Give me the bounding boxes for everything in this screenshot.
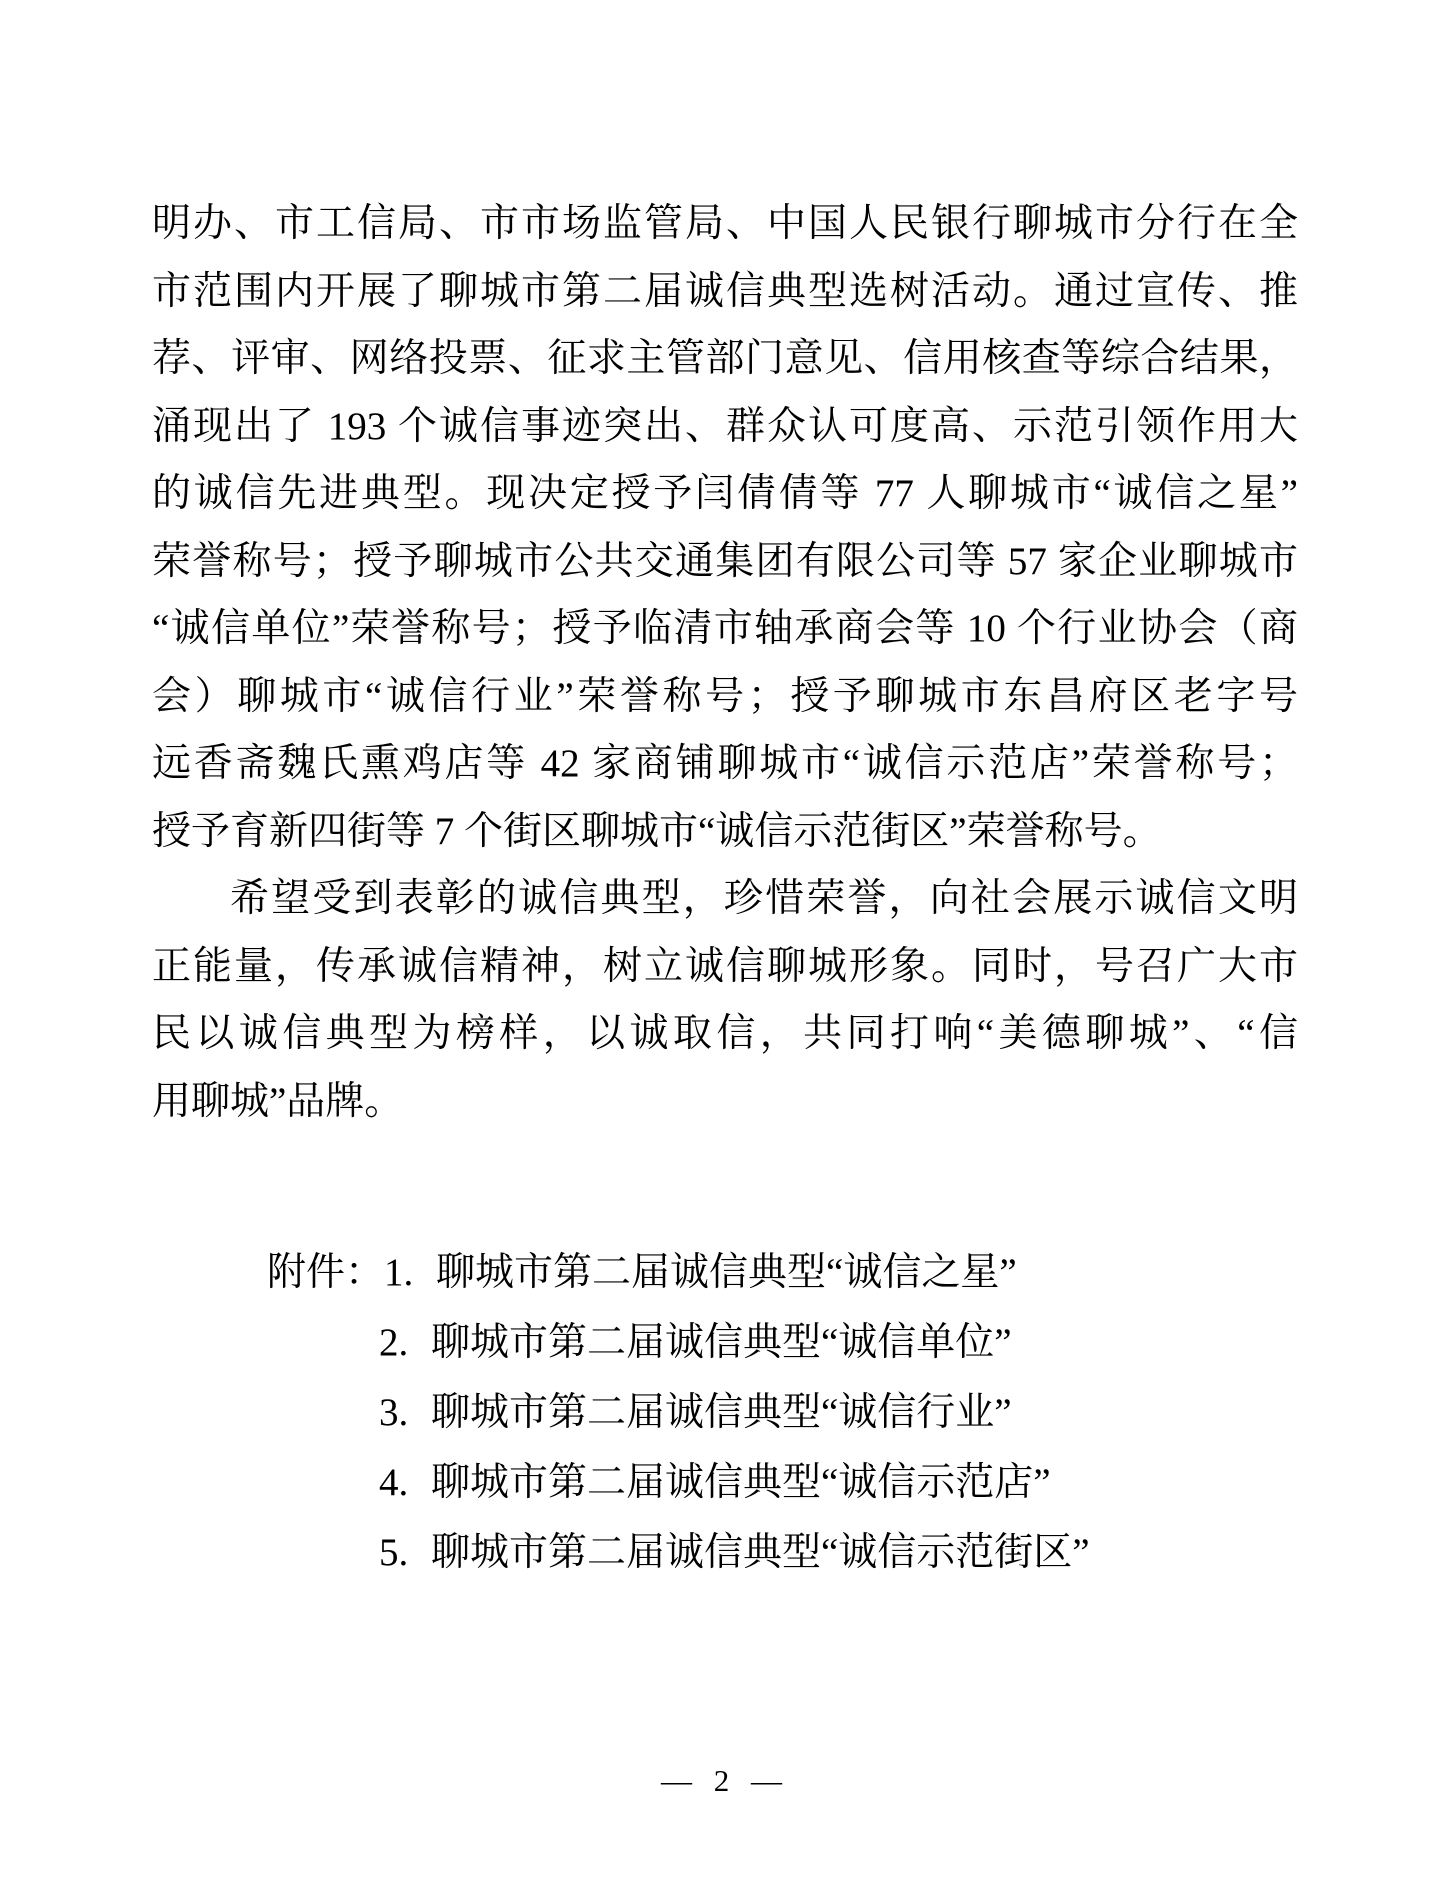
page-number: — 2 — [661,1763,789,1798]
attachment-item-number: 4. [379,1461,409,1504]
body-line-5: 的诚信先进典型。现决定授予闫倩倩等 77 人聊城市“诚信之星” [152,472,1298,515]
body-line-11: 希望受到表彰的诚信典型，珍惜荣誉，向社会展示诚信文明 [230,877,1298,920]
attachment-row-4 [152,1448,1298,1518]
body-line-8: 会）聊城市“诚信行业”荣誉称号；授予聊城市东昌府区老字号 [152,674,1298,718]
attachment-item-number: 5. [379,1531,409,1574]
attachment-section [152,1238,1298,1588]
attachment-item-number: 2. [379,1321,409,1364]
body-line-14: 用聊城”品牌。 [152,1079,404,1123]
attachment-item-text: 聊城市第二届诚信典型“诚信单位” [431,1321,1012,1364]
attachment-item-text: 聊城市第二届诚信典型“诚信示范店” [431,1461,1051,1504]
body-line-4: 涌现出了 193 个诚信事迹突出、群众认可度高、示范引领作用大 [152,404,1298,448]
attachment-row-3 [152,1378,1298,1448]
attachment-row-1 [152,1238,1298,1308]
body-line-1: 明办、市工信局、市市场监管局、中国人民银行聊城市分行在全 [152,202,1298,245]
attachment-item-text: 聊城市第二届诚信典型“诚信之星” [436,1251,1017,1294]
body-line-10: 授予育新四街等 7 个街区聊城市“诚信示范街区”荣誉称号。 [152,809,1162,853]
attachment-label: 附件： [267,1251,385,1294]
body-line-9: 远香斋魏氏熏鸡店等 42 家商铺聊城市“诚信示范店”荣誉称号； [152,742,1298,785]
body-line-3: 荐、评审、网络投票、征求主管部门意见、信用核查等综合结果， [152,337,1298,380]
attachment-row-5 [152,1518,1298,1588]
document-body [152,190,1298,1135]
body-line-13: 民以诚信典型为榜样，以诚取信，共同打响“美德聊城”、“信 [152,1012,1298,1055]
body-line-7: “诚信单位”荣誉称号；授予临清市轴承商会等 10 个行业协会（商 [152,607,1298,650]
body-line-6: 荣誉称号；授予聊城市公共交通集团有限公司等 57 家企业聊城市 [152,539,1298,583]
attachment-item-text: 聊城市第二届诚信典型“诚信示范街区” [431,1531,1090,1574]
body-line-2: 市范围内开展了聊城市第二届诚信典型选树活动。通过宣传、推 [152,269,1298,313]
attachment-item-text: 聊城市第二届诚信典型“诚信行业” [431,1391,1012,1434]
attachment-row-2 [152,1308,1298,1378]
attachment-item-number: 1. [384,1251,414,1294]
body-line-12: 正能量，传承诚信精神，树立诚信聊城形象。同时，号召广大市 [152,944,1298,988]
attachment-item-number: 3. [379,1391,409,1434]
